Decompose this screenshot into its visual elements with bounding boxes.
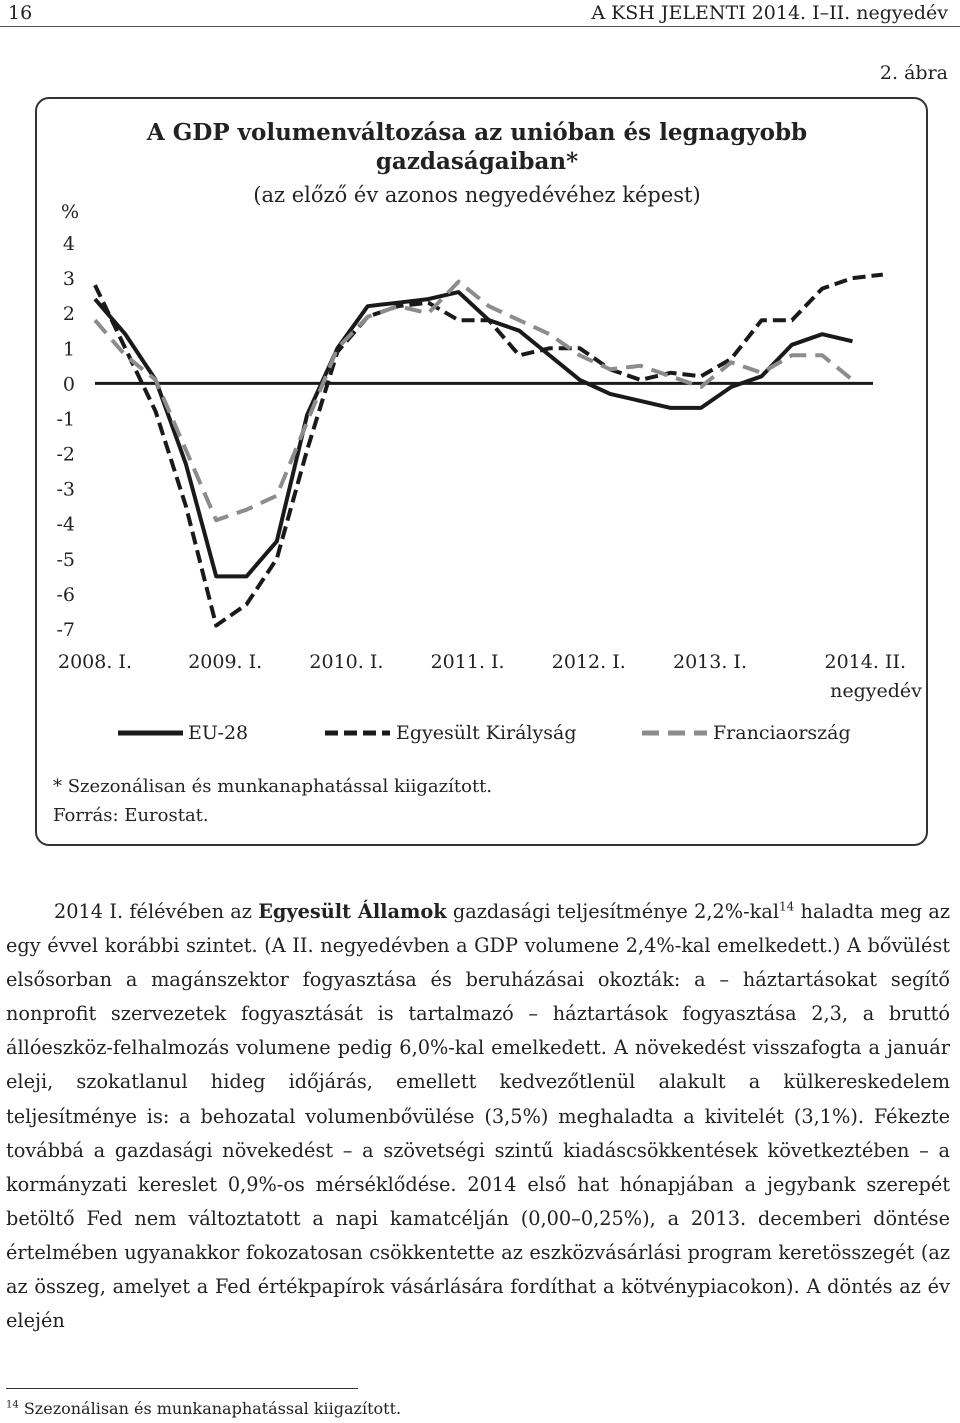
- footnote-ref[interactable]: 14: [778, 899, 795, 914]
- x-tick-label: 2013. I.: [673, 651, 747, 673]
- series-line-france: [95, 282, 853, 521]
- y-tick-label: 2: [62, 303, 75, 326]
- figure-footnote: * Szezonálisan és munkanaphatással kiigazított.: [53, 776, 493, 797]
- series-line-uk: [95, 275, 883, 626]
- x-tick-label: 2011. I.: [430, 651, 505, 673]
- chart-subtitle: (az előző év azonos negyedévéhez képest): [253, 183, 701, 207]
- series-lines: [95, 275, 883, 626]
- running-title: A KSH JELENTI 2014. I–II. negyedév: [591, 2, 948, 24]
- body-text-start: 2014 I. félévében az: [54, 900, 259, 923]
- page-number: 16: [8, 2, 33, 24]
- x-tick-label: 2008. I.: [58, 651, 132, 673]
- series-line-eu28: [95, 292, 853, 576]
- footnote-rule: [6, 1388, 358, 1389]
- x-axis-ticks: [58, 651, 906, 673]
- y-tick-label: -4: [56, 513, 75, 536]
- legend: [118, 722, 851, 744]
- y-axis-ticks: [56, 233, 75, 641]
- x-axis-unit: negyedév: [830, 680, 922, 702]
- figure-label: 2. ábra: [879, 62, 948, 84]
- figure-source: Forrás: Eurostat.: [53, 805, 209, 826]
- x-tick-label: 2012. I.: [551, 651, 626, 673]
- footnote-number: 14: [6, 1399, 19, 1411]
- y-tick-label: 4: [62, 233, 75, 255]
- legend-label-uk: Egyesült Királyság: [396, 722, 577, 744]
- y-tick-label: -2: [56, 443, 75, 466]
- body-text-bold: Egyesült Államok: [258, 900, 447, 923]
- y-tick-label: 3: [62, 268, 75, 291]
- y-tick-label: -6: [56, 583, 75, 606]
- x-tick-label: 2009. I.: [188, 651, 263, 673]
- y-axis-unit: %: [60, 201, 80, 223]
- y-tick-label: -7: [56, 619, 75, 641]
- page-footnote: [6, 1399, 401, 1418]
- x-tick-label: 2014. II.: [824, 651, 906, 673]
- legend-label-france: Franciaország: [713, 722, 851, 744]
- y-tick-label: -3: [56, 478, 75, 501]
- y-tick-label: -5: [56, 548, 75, 571]
- x-tick-label: 2010. I.: [309, 651, 384, 673]
- y-tick-label: -1: [56, 408, 75, 431]
- body-text-after-bold: gazdasági teljesítménye 2,2%-kal: [446, 900, 779, 923]
- footnote-text: Szezonálisan és munkanaphatással kiigazított.: [23, 1399, 402, 1418]
- body-paragraph: [6, 895, 950, 1338]
- chart-title-line2: gazdaságaiban*: [375, 148, 579, 175]
- legend-label-eu28: EU-28: [188, 722, 249, 744]
- body-text-rest: haladta meg az egy évvel korábbi szintet. (A II. negyedévben a GDP volumene 2,4%-kal emelkedett.) A bővülést elsősorban a magánszektor fogyasztása és beruházásai okozták: a – háztartásokat segítő nonprofit szervezetek fogyasztását is tartalmazó – háztartások fogyasztása 2,3, a bruttó állóeszköz-felhalmozás volumene pedig 6,0%-kal emelkedett. A növekedést visszafogta a január eleji, szokatlanul hideg időjárás, emellett kedvezőtlenül alakult a külkereskedelem teljesítménye is: a behozatal volumenbővülése (3,5%) meghaladta a kivitelét (3,1%). Fékezte továbbá a gazdasági növekedést – a szövetségi szintű kiadáscsökkentések következtében – a kormányzati kereslet 0,9%-os mérséklődése. 2014 első hat hónapjában a jegybank szerepét betöltő Fed nem változtatott a napi kamatcélján (0,00–0,25%), a 2013. decemberi döntése értelmében ugyanakkor fokozatosan csökkentette az eszközvásárlási program keretösszegét (az az összeg, amelyet a Fed értékpapírok vásárlására fordíthat a kötvénypiacokon). A döntés az év elején: [6, 900, 950, 1333]
- chart-title-line1: A GDP volumenváltozása az unióban és legnagyobb: [146, 119, 808, 146]
- y-tick-label: 0: [62, 373, 75, 396]
- y-tick-label: 1: [62, 338, 75, 361]
